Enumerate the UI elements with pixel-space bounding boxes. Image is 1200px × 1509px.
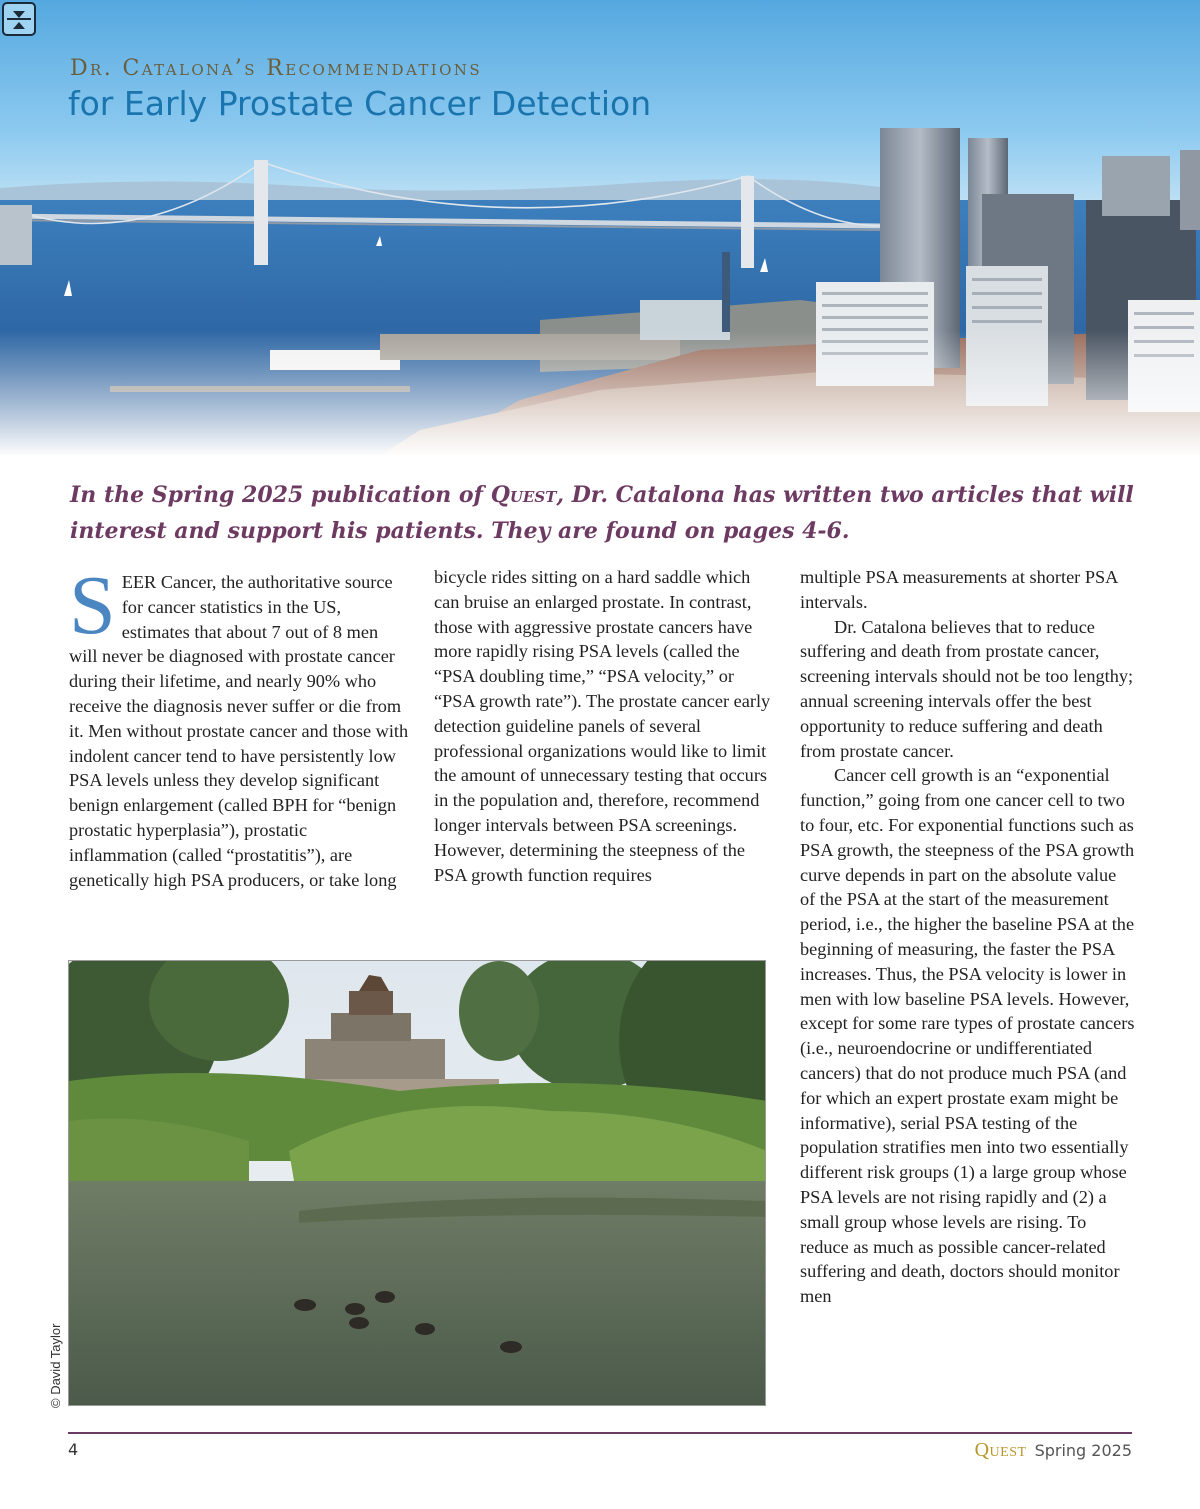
article-paragraph: Cancer cell growth is an “exponential function,” going from one cancer cell to two to four, etc. For exponential functions such as PSA growth, the steepness of the PSA growth curve depends in part on the absolute value of the PSA at the start of the measurement period, i.e., the higher the baseline PSA at the beginning of measuring, the faster the PSA increases. Thus, the PSA velocity is lower in men with low baseline PSA levels. However, except for some rare types of prostate cancers (i.e., neuroendocrine or undifferentiated cancers) that do not produce much PSA (and for which an expert prostate exam might be informative), serial PSA testing of the population stratifies men into two essentially different risk groups (1) a large group whose PSA levels are not rising rapidly and (2) a small group whose levels are rising. To reduce as much as possible cancer-related suffering and death, doctors should monitor men (800, 765, 1135, 1307)
intro-text-1: In the Spring 2025 publication of (70, 482, 491, 508)
article-paragraph: multiple PSA measurements at shorter PSA intervals. (800, 567, 1118, 612)
page-nav-icon[interactable] (2, 2, 36, 36)
page-number: 4 (68, 1440, 79, 1459)
hero-fade (0, 330, 1200, 468)
drop-cap: S (69, 559, 116, 652)
park-scene (69, 961, 766, 1406)
article-column-3 (800, 565, 1135, 1309)
publication-name: Quest (974, 1439, 1027, 1461)
intro-brand: Quest (490, 482, 557, 508)
article-paragraph: EER Cancer, the authoritative source for cancer statistics in the US, estimates that about 7 out of 8 men will never be diagnosed with prostate cancer during their lifetime, and nearly 90% who receive the diagnosis never suffer or die from it. Men without prostate cancer and those with indolent cancer tend to have persistently low PSA levels unless they develop significant benign enlargement (called BPH for “benign prostatic hyperplasia”), prostatic inflammation (called “prostatitis”), are genetically high PSA producers, or take long (69, 572, 409, 890)
footer-brand (975, 1439, 1132, 1462)
page-title: for Early Prostate Cancer Detection (68, 84, 652, 123)
article-paragraph: bicycle rides sitting on a hard saddle which can bruise an enlarged prostate. In contrast, those with aggressive prostate cancers have more rapidly rising PSA levels (called the “PSA doubling time,” “PSA velocity,” or “PSA growth rate”). The prostate cancer early detection guideline panels of several professional organizations would like to limit the amount of unnecessary testing that occurs in the population and, therefore, recommend longer intervals between PSA screenings. However, determining the steepness of the PSA growth function requires (434, 567, 771, 885)
article-column-1 (69, 559, 409, 892)
article-column-2 (434, 565, 772, 887)
footer-divider (68, 1432, 1132, 1434)
section-kicker: Dr. Catalona’s Recommendations (70, 56, 483, 81)
park-photo (68, 960, 766, 1406)
intro-text-2: , Dr. Catalona has written two articles that will interest and support his patients. They are found on pages 4-6. (70, 482, 1134, 544)
photo-credit: © David Taylor (48, 1323, 63, 1408)
intro-callout (70, 477, 1140, 549)
arrow-up-icon[interactable] (12, 21, 26, 31)
article-paragraph: Dr. Catalona believes that to reduce suffering and death from prostate cancer, screening intervals should not be too lengthy; annual screening intervals offer the best opportunity to reduce suffering and death from prostate cancer. (800, 616, 1134, 761)
issue-label: Spring 2025 (1034, 1441, 1132, 1460)
